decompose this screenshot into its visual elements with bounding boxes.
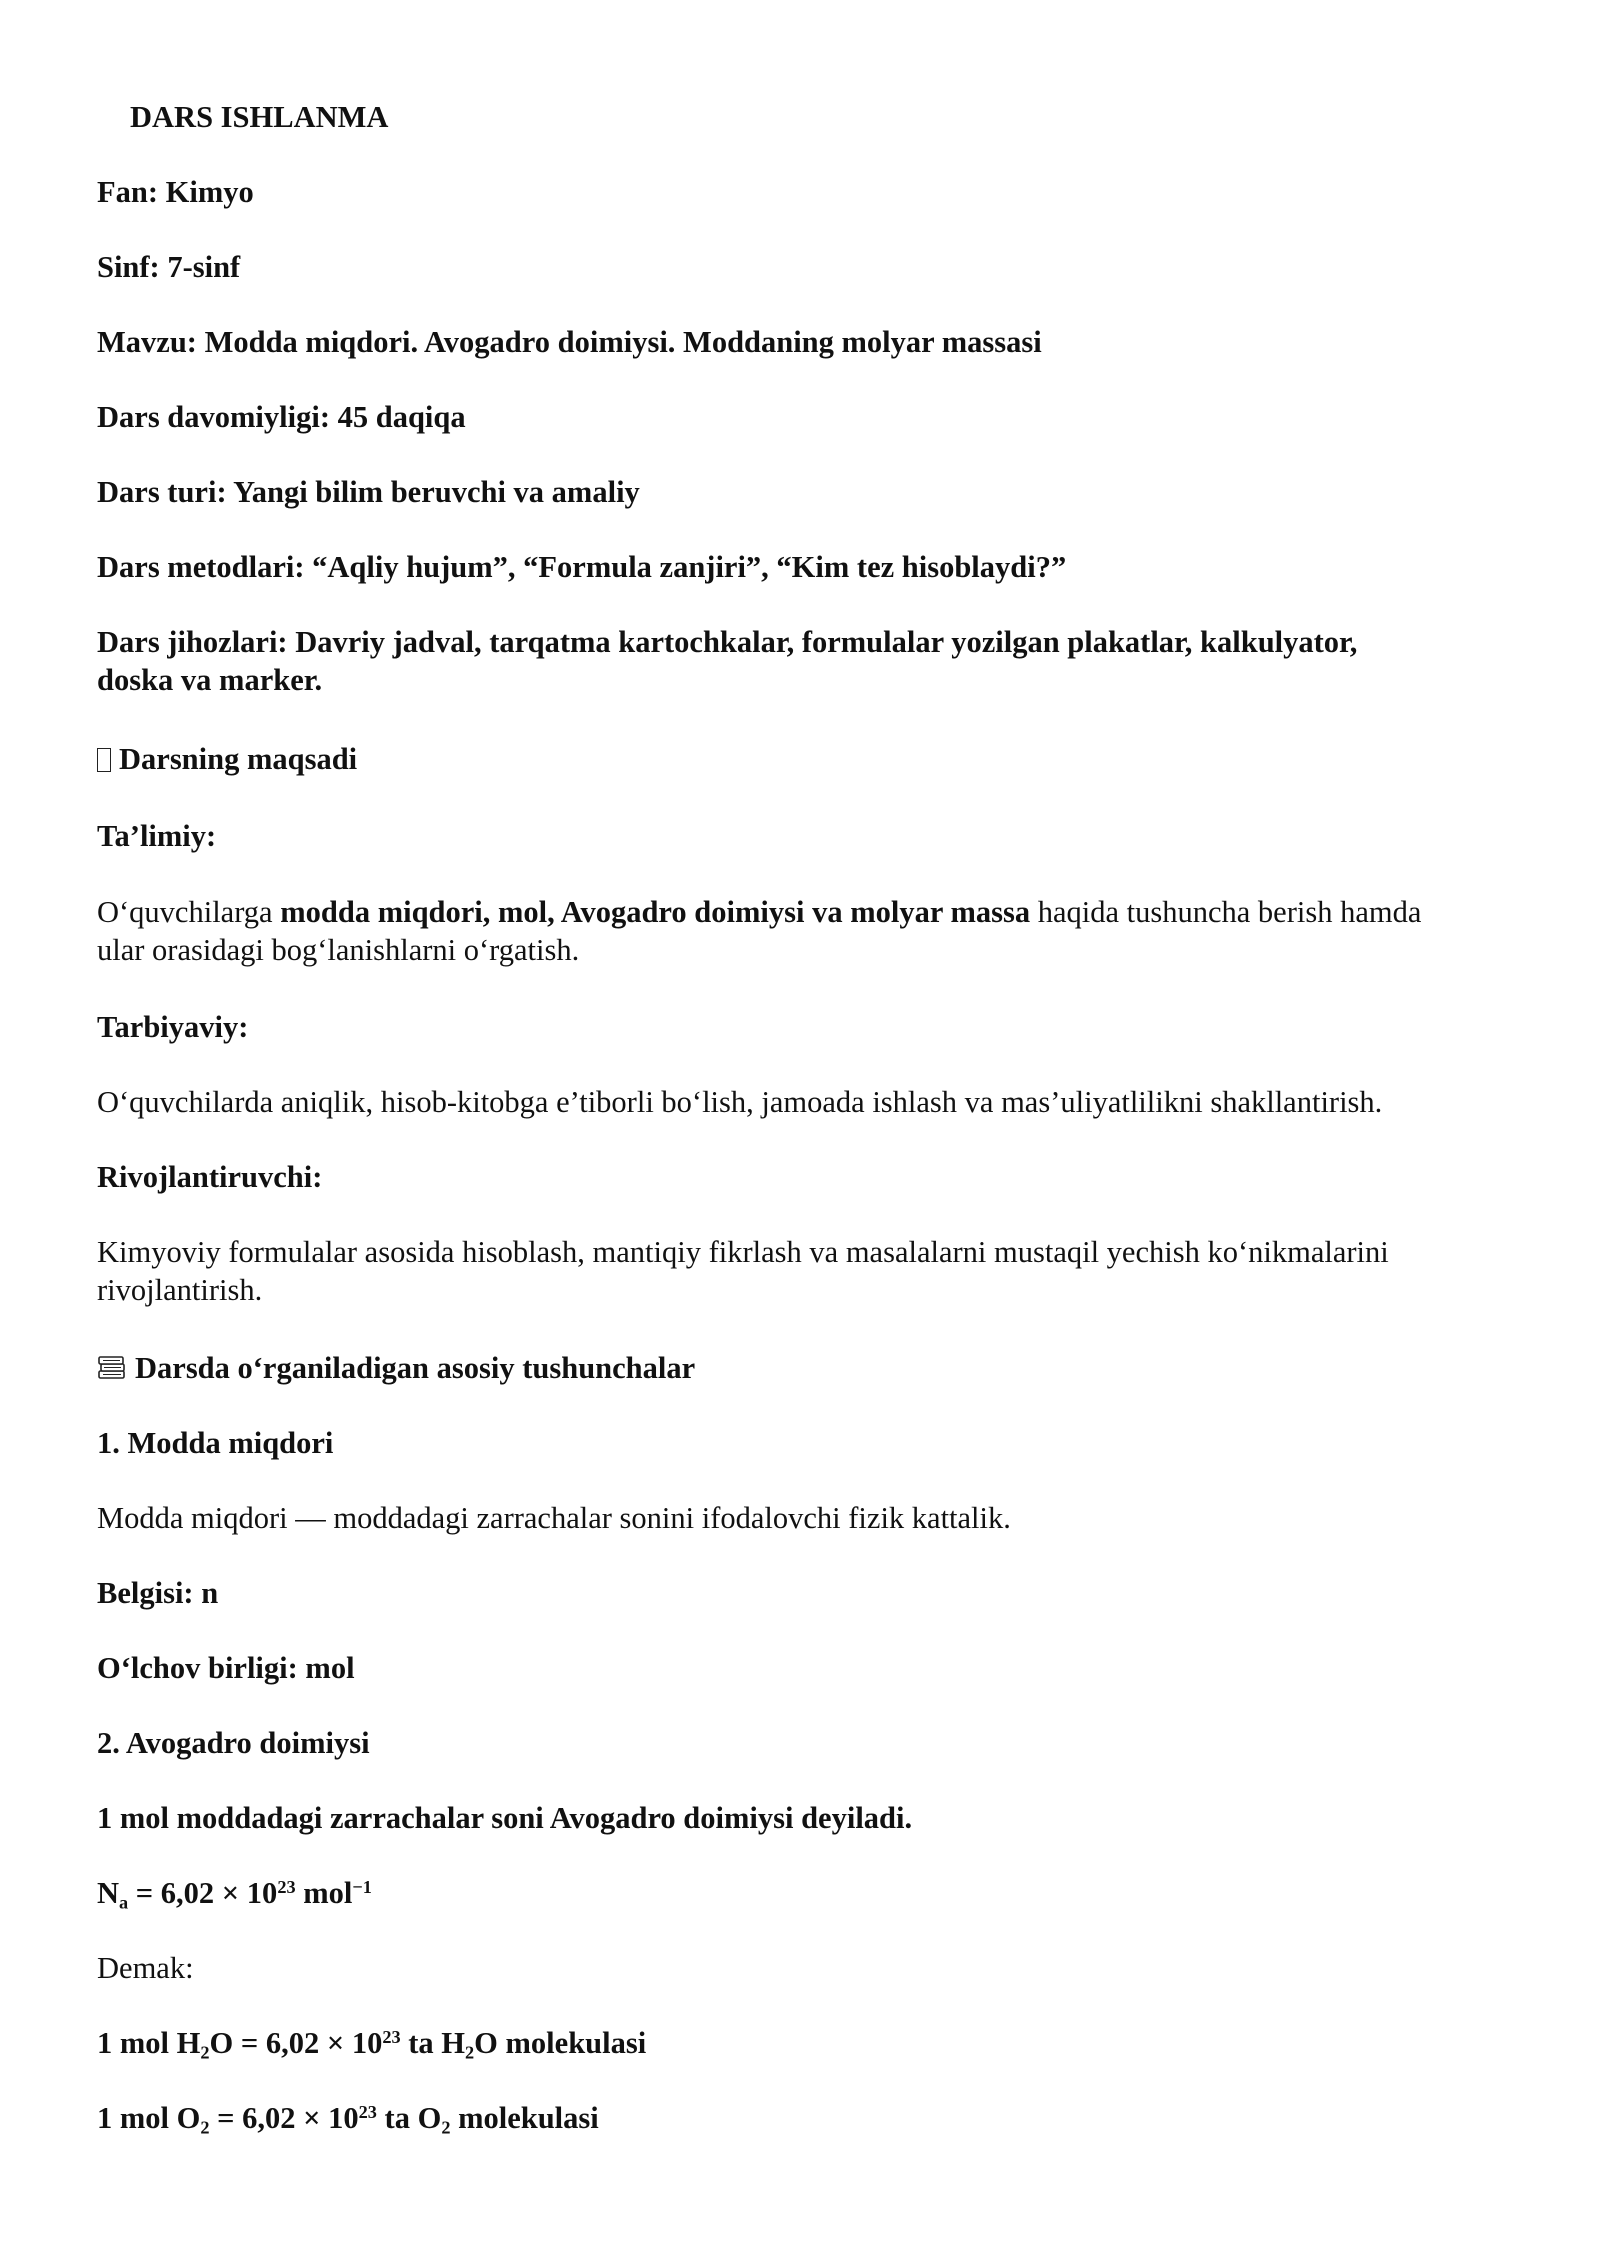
- example-water-part-d: O molekulasi: [474, 2026, 647, 2060]
- example-water-sub-2: 2: [465, 2042, 475, 2063]
- formula-exponent: 23: [277, 1876, 296, 1897]
- educational-goal-line-1: [97, 893, 1517, 931]
- example-oxygen-part-a: 1 mol O: [97, 2101, 201, 2135]
- example-water-exponent: 23: [382, 2026, 401, 2047]
- goals-heading: [97, 740, 1517, 778]
- concept-2-definition: 1 mol moddadagi zarrachalar soni Avogadro doimiysi deyiladi.: [97, 1801, 913, 1835]
- example-water-part-c: ta H: [400, 2026, 466, 2060]
- example-oxygen-part-d: molekulasi: [450, 2101, 599, 2135]
- example-water-part-b: O = 6,02 × 10: [209, 2026, 383, 2060]
- educational-goal-bold: modda miqdori, mol, Avogadro doimiysi va molyar massa: [280, 895, 1031, 929]
- developmental-goal-line-1: Kimyoviy formulalar asosida hisoblash, mantiqiy fikrlash va masalalarni mustaqil yechish ko‘nikmalarini: [97, 1235, 1389, 1269]
- example-water-part-a: 1 mol H: [97, 2026, 201, 2060]
- example-water: [97, 2024, 1517, 2062]
- concept-1-definition: Modda miqdori — moddadagi zarrachalar sonini ifodalovchi fizik kattalik.: [97, 1501, 1011, 1535]
- example-oxygen-exponent: 23: [358, 2101, 377, 2122]
- example-oxygen-sub-2: 2: [441, 2117, 451, 2138]
- document-title: DARS ISHLANMA: [130, 100, 389, 134]
- example-oxygen: [97, 2099, 1517, 2137]
- methods-line: Dars metodlari: “Aqliy hujum”, “Formula zanjiri”, “Kim tez hisoblaydi?”: [97, 550, 1067, 584]
- example-oxygen-part-c: ta O: [376, 2101, 442, 2135]
- example-oxygen-sub-1: 2: [200, 2117, 210, 2138]
- missing-glyph-icon: [97, 748, 111, 772]
- goals-heading-text: Darsning maqsadi: [119, 742, 358, 776]
- educational-goal-label: Ta’limiy:: [97, 819, 217, 853]
- duration-line: Dars davomiyligi: 45 daqiqa: [97, 400, 466, 434]
- concept-2-heading: 2. Avogadro doimiysi: [97, 1726, 370, 1760]
- educational-goal-post: haqida tushuncha berish hamda: [1030, 895, 1422, 929]
- example-oxygen-part-b: = 6,02 × 10: [209, 2101, 359, 2135]
- example-water-sub-1: 2: [200, 2042, 210, 2063]
- books-icon: [97, 1355, 127, 1381]
- grade-line: Sinf: 7-sinf: [97, 250, 241, 284]
- educational-goal-pre: O‘quvchilarga: [97, 895, 281, 929]
- upbringing-goal-text: O‘quvchilarda aniqlik, hisob-kitobga e’tiborli bo‘lish, jamoada ishlash va mas’uliyatlilikni shakllantirish.: [97, 1085, 1383, 1119]
- formula-value: = 6,02 × 10: [128, 1876, 278, 1910]
- lesson-type-line: Dars turi: Yangi bilim beruvchi va amaliy: [97, 475, 640, 509]
- equipment-line-1: Dars jihozlari: Davriy jadval, tarqatma kartochkalar, formulalar yozilgan plakatlar, kalkulyator,: [97, 625, 1358, 659]
- unit-line: O‘lchov birligi: mol: [97, 1651, 355, 1685]
- demak-line: Demak:: [97, 1951, 194, 1985]
- upbringing-goal-label: Tarbiyaviy:: [97, 1010, 249, 1044]
- educational-goal-line-2: ular orasidagi bog‘lanishlarni o‘rgatish.: [97, 933, 580, 967]
- formula-symbol: N: [97, 1876, 120, 1910]
- developmental-goal-line-2: rivojlantirish.: [97, 1273, 263, 1307]
- symbol-line: Belgisi: n: [97, 1576, 219, 1610]
- formula-unit-exponent: −1: [352, 1876, 372, 1897]
- concepts-heading: [97, 1349, 1517, 1387]
- topic-line: Mavzu: Modda miqdori. Avogadro doimiysi. Moddaning molyar massasi: [97, 325, 1042, 359]
- subject-line: Fan: Kimyo: [97, 175, 254, 209]
- equipment-line-2: doska va marker.: [97, 663, 323, 697]
- formula-subscript: a: [119, 1892, 129, 1913]
- formula-unit: mol: [295, 1876, 353, 1910]
- concept-1-heading: 1. Modda miqdori: [97, 1426, 334, 1460]
- developmental-goal-label: Rivojlantiruvchi:: [97, 1160, 323, 1194]
- avogadro-formula: [97, 1874, 1517, 1912]
- concepts-heading-text: Darsda o‘rganiladigan asosiy tushunchalar: [135, 1351, 696, 1385]
